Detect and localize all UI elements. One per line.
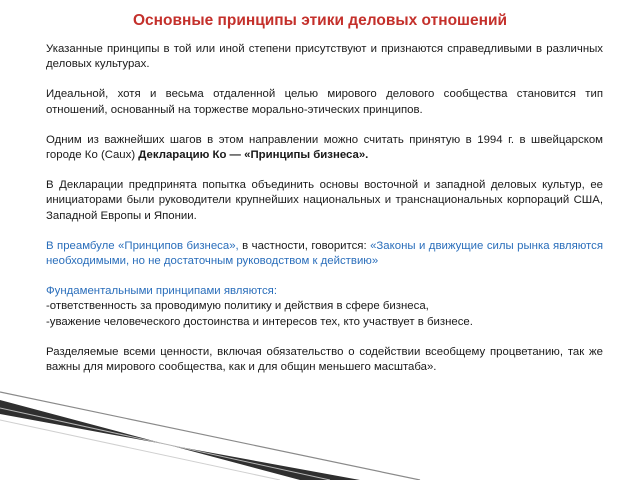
paragraph-shared-values: Разделяемые всеми ценности, включая обязательство о содействии всеобщему процветанию, так же важны для мирового сообщества, как и для общин меньшего масштаба». [46, 345, 603, 374]
slide-body [46, 42, 603, 390]
preamble-middle: в частности, говорится: [242, 239, 371, 252]
caux-text: Одним из важнейших шагов в этом направлении можно считать принятую в 1994 г. в швейцарском городе Ко (Caux) [46, 133, 603, 162]
paragraph-preamble [46, 239, 603, 269]
principle-item-responsibility: -ответственность за проводимую политику и действия в сфере бизнеса, [46, 300, 429, 313]
paragraph-ideal-goal: Идеальной, хотя и весьма отдаленной целью мирового делового сообщества становится тип отношений, основанный на торжестве морально-этических принципов. [46, 88, 603, 116]
paragraph-declaration-goal: В Декларации предпринята попытка объединить основы восточной и западной деловых культур, ее инициаторами были руководители крупнейших национальных и транснациональных корпораций США, Западной Европы и Японии. [46, 179, 603, 222]
caux-declaration-title: Декларацию Ко — «Принципы бизнеса». [138, 149, 369, 162]
slide-title: Основные принципы этики деловых отношений [132, 12, 508, 29]
preamble-quote: «Законы и движущие силы рынка являются необходимыми, но не достаточным руководством к действию» [46, 239, 603, 268]
paragraph-caux-declaration [46, 133, 603, 163]
paragraph-fundamental-principles [46, 284, 603, 330]
preamble-prefix: В преамбуле «Принципов бизнеса», [46, 239, 243, 252]
principle-item-respect: -уважение человеческого достоинства и интересов тех, кто участвует в бизнесе. [46, 315, 473, 328]
decorative-swoosh [0, 380, 640, 480]
principles-heading: Фундаментальными принципами являются: [46, 285, 278, 298]
paragraph-intro: Указанные принципы в той или иной степени присутствуют и признаются справедливыми в различных деловых культурах. [46, 43, 603, 71]
